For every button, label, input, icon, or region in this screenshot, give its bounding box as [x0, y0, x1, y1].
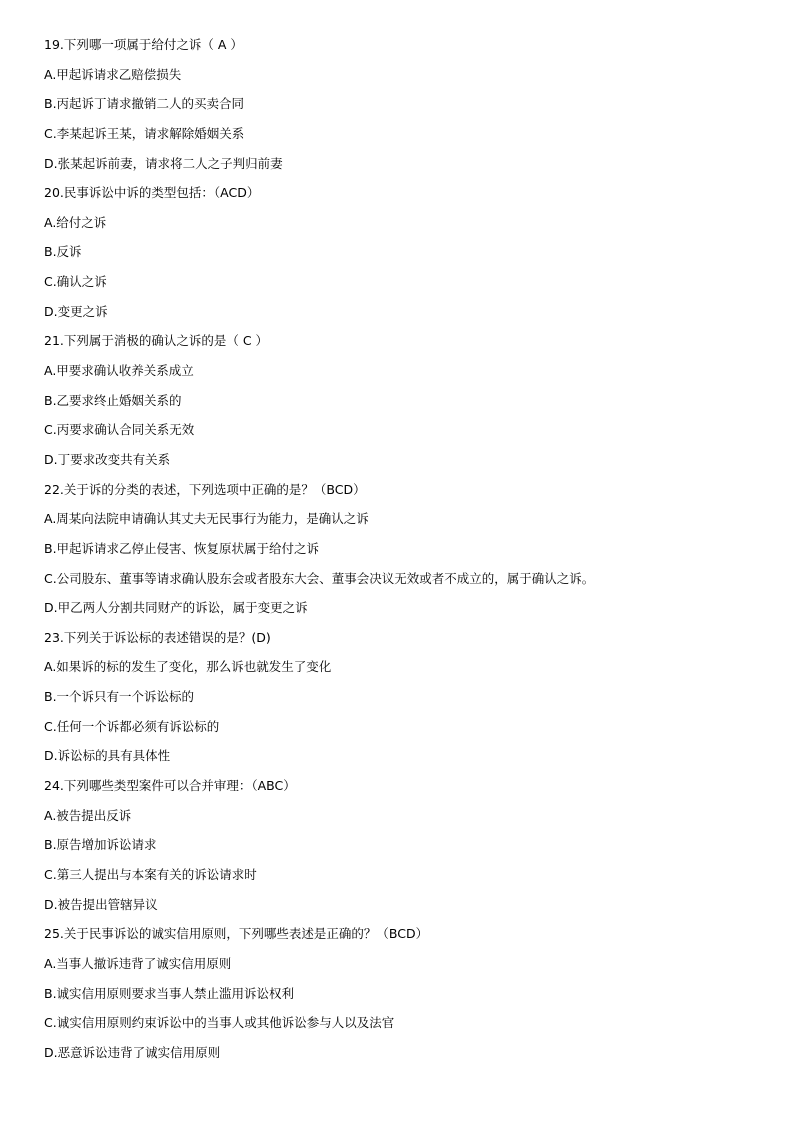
question-25-option-a: A.当事人撤诉违背了诚实信用原则 — [44, 955, 232, 971]
question-24-option-d: D.被告提出管辖异议 — [44, 896, 158, 912]
question-21-option-c: C.丙要求确认合同关系无效 — [44, 422, 195, 438]
question-23-option-b: B.一个诉只有一个诉讼标的 — [44, 689, 195, 705]
question-21-option-a: A.甲要求确认收养关系成立 — [44, 363, 194, 379]
question-24-option-c: C.第三人提出与本案有关的诉讼请求时 — [44, 866, 257, 882]
question-21-stem: 21.下列属于消极的确认之诉的是（ C ） — [44, 333, 269, 349]
question-23-option-d: D.诉讼标的具有具体性 — [44, 748, 171, 764]
question-20-option-b: B.反诉 — [44, 244, 82, 260]
question-21-option-b: B.乙要求终止婚姻关系的 — [44, 392, 182, 408]
question-25-option-d: D.恶意诉讼违背了诚实信用原则 — [44, 1044, 221, 1060]
question-25-option-c: C.诚实信用原则约束诉讼中的当事人或其他诉讼参与人以及法官 — [44, 1015, 395, 1031]
question-21-option-d: D.丁要求改变共有关系 — [44, 451, 171, 467]
question-23-stem: 23.下列关于诉讼标的表述错误的是？(D) — [44, 629, 271, 645]
question-23-option-a: A.如果诉的标的发生了变化，那么诉也就发生了变化 — [44, 659, 332, 675]
question-20-option-a: A.给付之诉 — [44, 214, 107, 230]
question-19-option-b: B.丙起诉丁请求撤销二人的买卖合同 — [44, 96, 245, 112]
document-body — [44, 30, 784, 1067]
question-25-stem: 25.关于民事诉讼的诚实信用原则，下列哪些表述是正确的？（BCD） — [44, 926, 429, 942]
question-24-stem: 24.下列哪些类型案件可以合并审理：（ABC） — [44, 778, 296, 794]
question-19-stem: 19.下列哪一项属于给付之诉（ A ） — [44, 37, 243, 52]
question-24-option-a: A.被告提出反诉 — [44, 807, 132, 823]
question-20-stem: 20.民事诉讼中诉的类型包括：（ACD） — [44, 185, 260, 201]
question-19-option-a: A.甲起诉请求乙赔偿损失 — [44, 66, 182, 82]
question-22-stem: 22.关于诉的分类的表述，下列选项中正确的是？（BCD） — [44, 481, 366, 497]
question-22-option-d: D.甲乙两人分割共同财产的诉讼，属于变更之诉 — [44, 600, 308, 616]
question-19-option-d: D.张某起诉前妻，请求将二人之子判归前妻 — [44, 155, 283, 171]
question-24-option-b: B.原告增加诉讼请求 — [44, 837, 157, 853]
question-20-option-d: D.变更之诉 — [44, 303, 108, 319]
question-20-option-c: C.确认之诉 — [44, 274, 107, 290]
question-22-option-a: A.周某向法院申请确认其丈夫无民事行为能力，是确认之诉 — [44, 511, 369, 527]
question-19-option-c: C.李某起诉王某，请求解除婚姻关系 — [44, 125, 245, 141]
question-25-option-b: B.诚实信用原则要求当事人禁止滥用诉讼权利 — [44, 985, 295, 1001]
question-22-option-b: B.甲起诉请求乙停止侵害、恢复原状属于给付之诉 — [44, 540, 320, 556]
question-23-option-c: C.任何一个诉都必须有诉讼标的 — [44, 718, 220, 734]
question-22-option-c: C.公司股东、董事等请求确认股东会或者股东大会、董事会决议无效或者不成立的，属于确认之诉。 — [44, 570, 595, 586]
